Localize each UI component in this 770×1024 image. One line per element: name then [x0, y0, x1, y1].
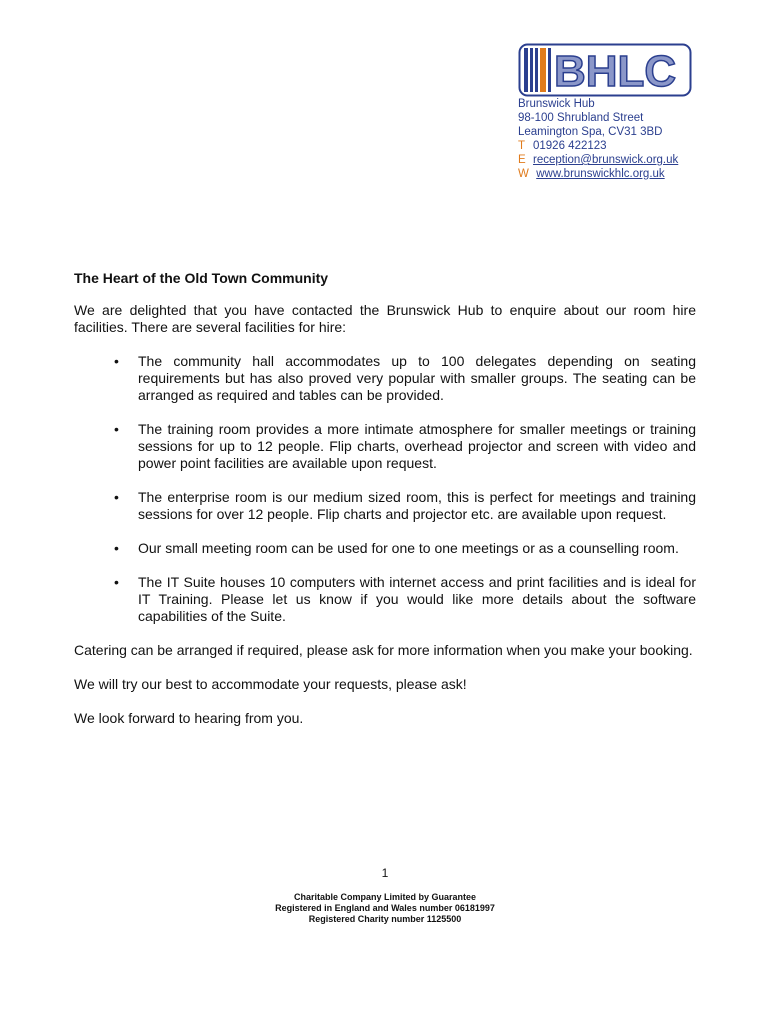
footer-line-company: Charitable Company Limited by Guarantee [293, 892, 477, 902]
bullet-icon: • [114, 353, 119, 369]
logo-stripe [530, 48, 533, 92]
web-label: W [518, 168, 529, 180]
catering-paragraph: Catering can be arranged if required, please ask for more information when you make your booking. [74, 642, 693, 658]
website-link[interactable]: www.brunswickhlc.org.uk [536, 168, 665, 180]
logo-stripe [548, 48, 551, 92]
footer-line-registration: Registered in England and Wales number 06181997 [275, 903, 495, 913]
letter-heading: The Heart of the Old Town Community [74, 270, 329, 286]
hub-name: Brunswick Hub [518, 98, 595, 110]
web-row [518, 167, 678, 181]
intro-paragraph: We are delighted that you have contacted the Brunswick Hub to enquire about our room hire facilities. There are several facilities for hire: [74, 302, 696, 335]
accommodate-paragraph: We will try our best to accommodate your requests, please ask! [74, 676, 467, 692]
contact-address [518, 97, 678, 181]
list-item-text: Our small meeting room can be used for one to one meetings or as a counselling room. [138, 540, 679, 556]
list-item-text: The IT Suite houses 10 computers with internet access and print facilities and is ideal for IT Training. Please let us know if you would like more details about the software capabilities of the Suite. [138, 574, 696, 624]
email-row [518, 153, 678, 167]
street-address: 98-100 Shrubland Street [518, 112, 644, 124]
list-item [74, 540, 696, 557]
bullet-icon: • [114, 574, 119, 590]
bullet-icon: • [114, 489, 119, 505]
list-item [74, 574, 696, 625]
closing-paragraph: We look forward to hearing from you. [74, 710, 304, 726]
bhlc-logo-graphic [518, 43, 692, 97]
list-item [74, 353, 696, 404]
letter-body [74, 270, 696, 744]
city-postcode: Leamington Spa, CV31 3BD [518, 126, 663, 138]
list-item [74, 489, 696, 523]
facilities-list [74, 353, 696, 625]
list-item-text: The community hall accommodates up to 100 delegates depending on seating requirements but has also proved very popular with smaller groups. The seating can be arranged as required and tables can be provided. [138, 353, 696, 403]
footer-line-charity: Registered Charity number 1125500 [308, 914, 462, 924]
phone-number: 01926 422123 [533, 140, 607, 152]
bhlc-logo [518, 43, 692, 97]
logo-stripe [524, 48, 528, 92]
list-item [74, 421, 696, 472]
email-link[interactable]: reception@brunswick.org.uk [533, 154, 679, 166]
logo-text: BHLC [554, 47, 677, 96]
footer [0, 892, 770, 925]
list-item-text: The enterprise room is our medium sized room, this is perfect for meetings and training sessions for over 12 people. Flip charts and projector etc. are available upon request. [138, 489, 696, 522]
list-item-text: The training room provides a more intimate atmosphere for smaller meetings or training sessions for up to 12 people. Flip charts, overhead projector and screen with video and power point facilities are available upon request. [138, 421, 696, 471]
logo-stripe-accent [540, 48, 546, 92]
page-number: 1 [381, 866, 389, 880]
phone-label: T [518, 140, 526, 152]
bullet-icon: • [114, 421, 119, 437]
bullet-icon: • [114, 540, 119, 556]
logo-stripe [535, 48, 538, 92]
phone-row [518, 139, 678, 153]
email-label: E [518, 154, 526, 166]
